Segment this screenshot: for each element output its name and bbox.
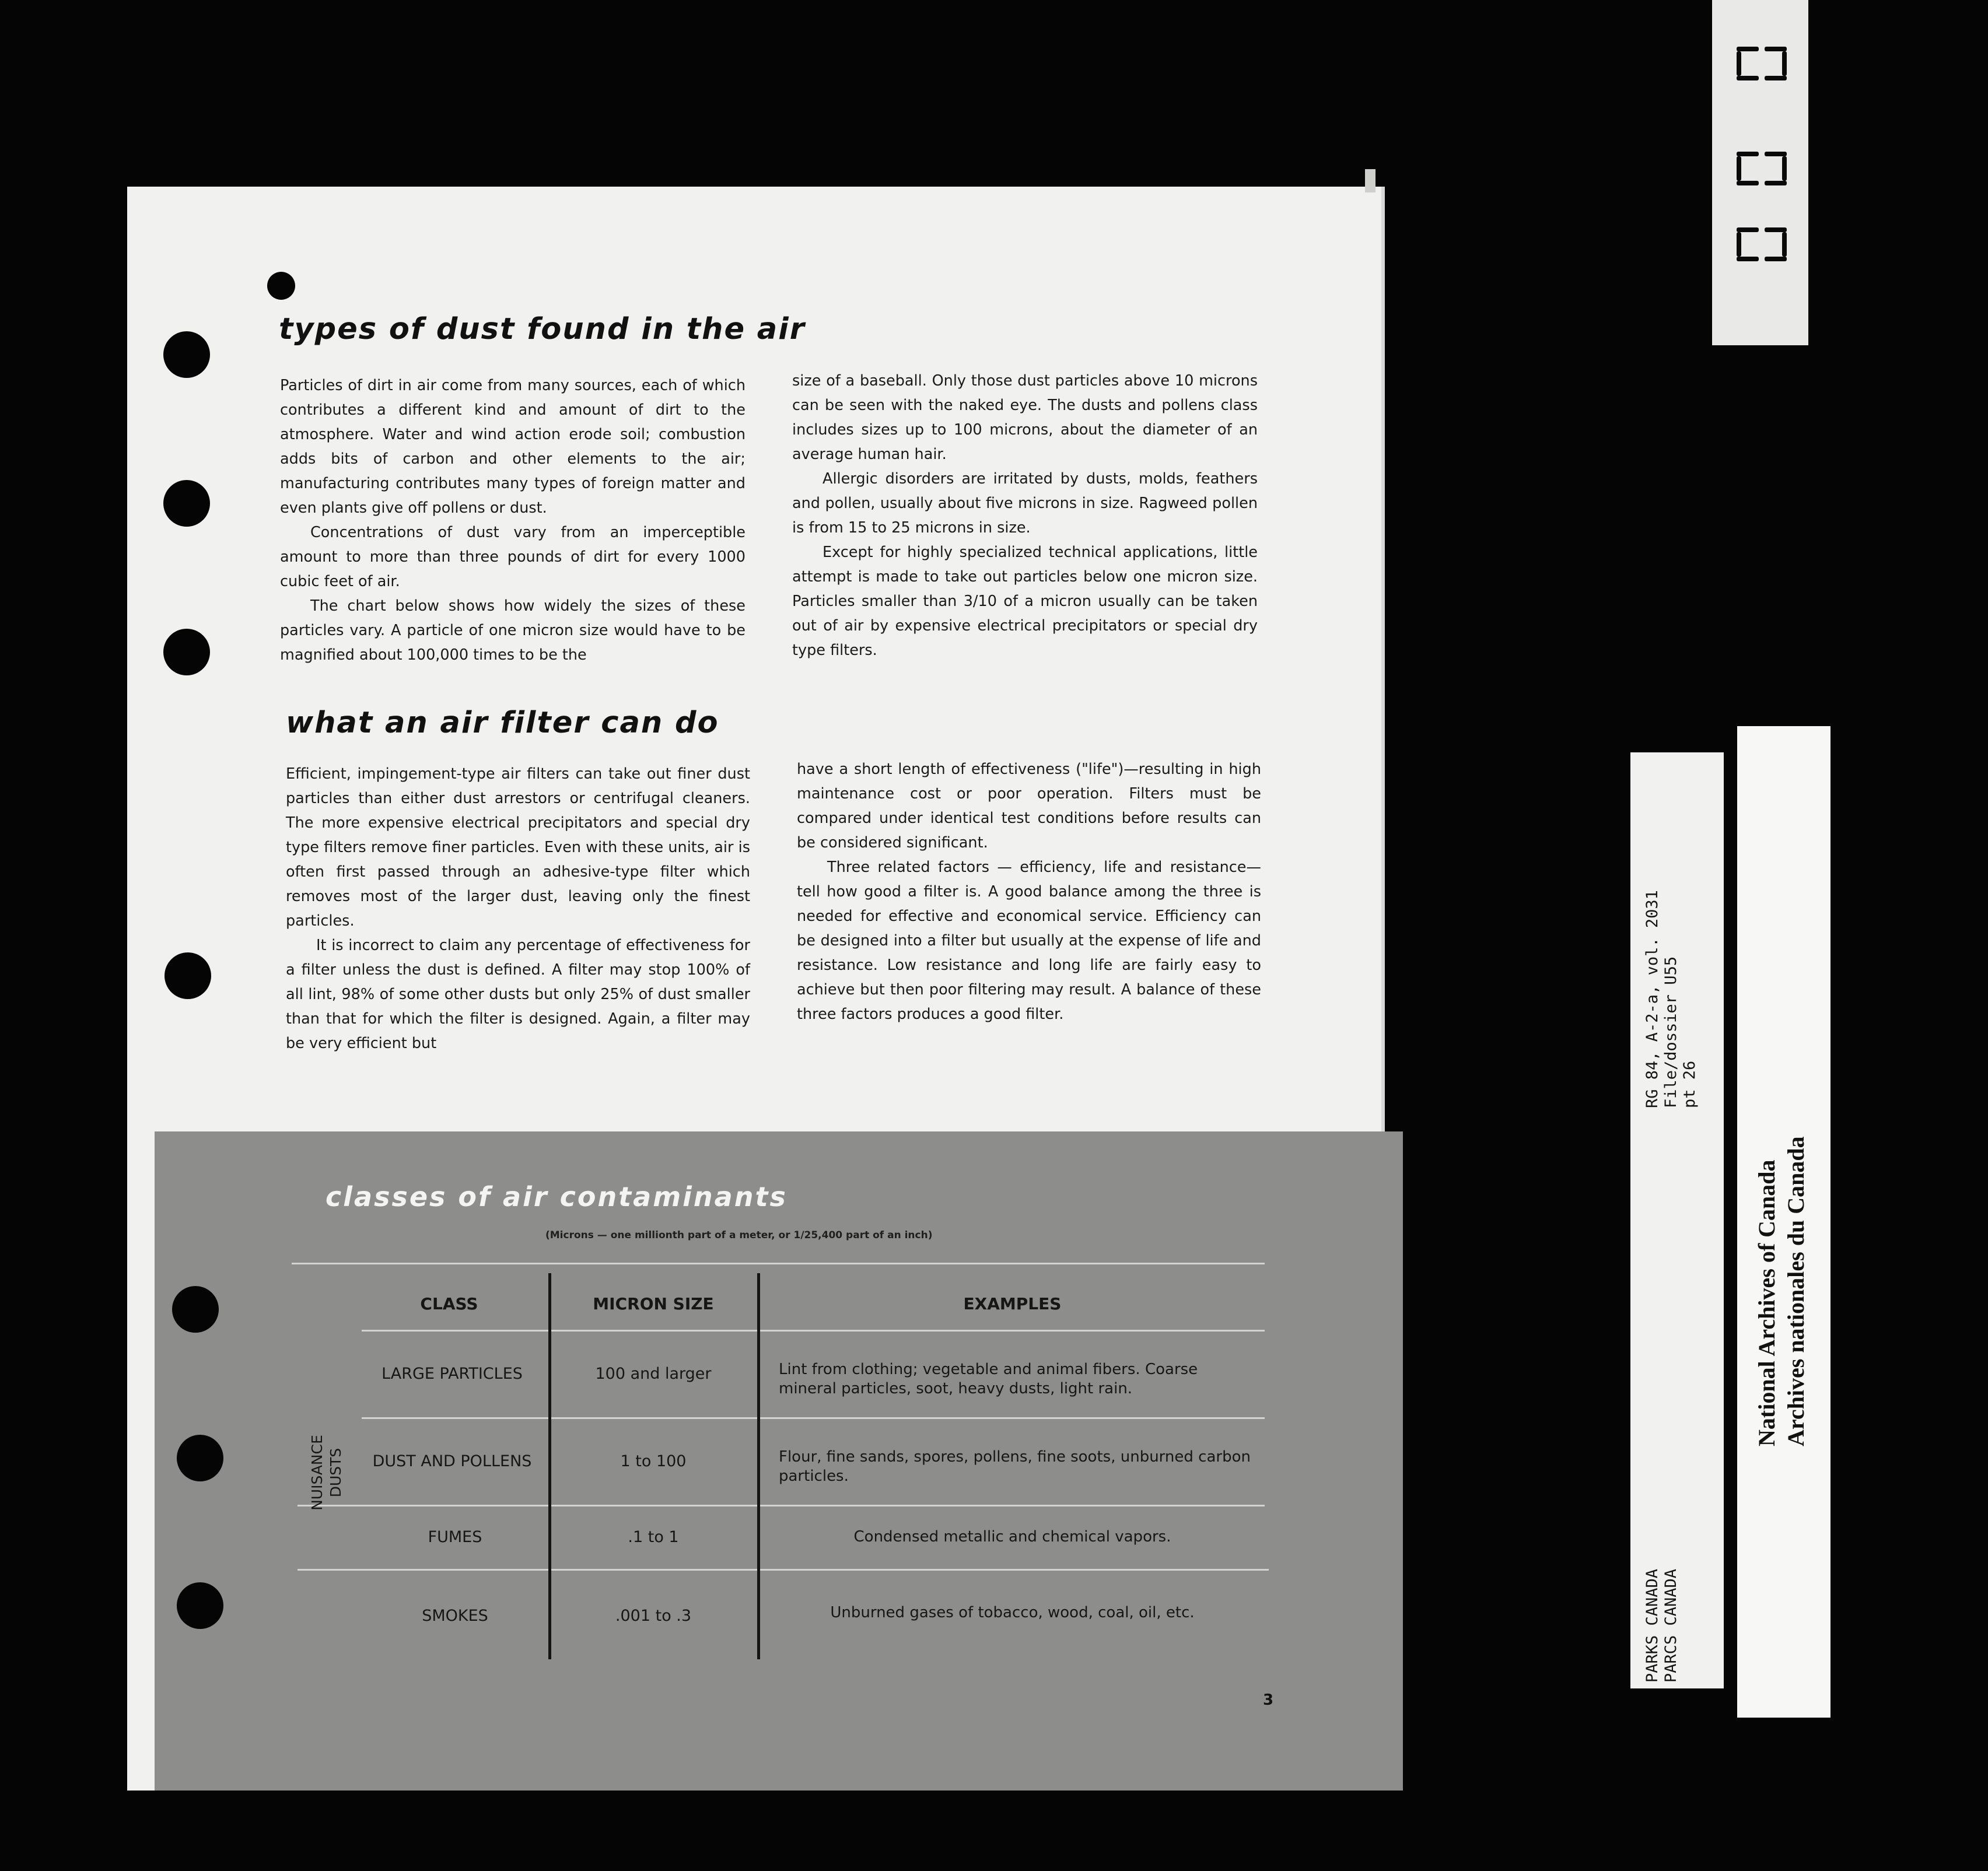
- binder-hole: [177, 1435, 223, 1481]
- table-subtitle: (Microns — one millionth part of a meter, or 1/25,400 part of an inch): [545, 1229, 933, 1241]
- table-cell-class: FUMES: [428, 1527, 482, 1546]
- binder-hole: [172, 1286, 219, 1333]
- agency-text: [1643, 1569, 1681, 1683]
- table-cell-class: DUST AND POLLENS: [372, 1452, 532, 1470]
- table-rule: [298, 1569, 1269, 1571]
- reference-line: pt 26: [1681, 1060, 1699, 1108]
- table-cell-size: 100 and larger: [595, 1364, 712, 1383]
- paragraph: The chart below shows how widely the sizes of these particles vary. A particle of one micron size would have to be magnified about 100,000 times to be the: [280, 597, 746, 664]
- section1-left-column: [280, 373, 746, 667]
- section2-right-column: [797, 757, 1261, 1026]
- table-header-examples: EXAMPLES: [963, 1294, 1062, 1313]
- microfilm-frame-counter: [1712, 0, 1808, 345]
- section-heading-air-filter: what an air filter can do: [286, 706, 719, 740]
- table-cell-examples: Flour, fine sands, spores, pollens, fine soots, unburned carbon particles.: [779, 1448, 1251, 1485]
- table-rule: [292, 1263, 1265, 1264]
- table-cell-examples: Lint from clothing; vegetable and animal fibers. Coarse mineral particles, soot, heavy dusts, light rain.: [779, 1361, 1198, 1397]
- table-header-class: CLASS: [420, 1294, 478, 1313]
- frame-digit: [1732, 216, 1790, 271]
- table-cell-size: .1 to 1: [628, 1527, 679, 1546]
- group-label-line: DUSTS: [327, 1448, 344, 1498]
- table-rule: [298, 1505, 1265, 1506]
- binder-hole: [163, 480, 210, 527]
- paragraph: Three related factors — efficiency, life and resistance—tell how good a filter is. A good balance among the three is needed for effective and economical service. Efficiency can be designed into a filter but usually at the expense of life and resistance. Low resistance and long life are fairly easy to achieve but then poor filtering may result. A balance of these three factors produces a good filter.: [797, 859, 1261, 1023]
- paragraph: It is incorrect to claim any percentage of effectiveness for a filter unless the dust is defined. A filter may stop 100% of all lint, 98% of some other dusts but only 25% of dust smaller than that for which the filter is designed. Again, a filter may be very efficient but: [286, 937, 750, 1052]
- paragraph: Except for highly specialized technical applications, little attempt is made to take out particles below one micron size. Particles smaller than 3/10 of a micron usually can be taken out of air by expensive electrical precipitators or special dry type filters.: [792, 544, 1258, 659]
- paragraph: Allergic disorders are irritated by dusts, molds, feathers and pollen, usually about five microns in size. Ragweed pollen is from 15 to 25 microns in size.: [792, 470, 1258, 537]
- group-label-line: NUISANCE: [309, 1435, 326, 1511]
- table-cell-size: .001 to .3: [615, 1606, 692, 1625]
- section-heading-dust-types: types of dust found in the air: [279, 312, 806, 346]
- frame-digit: [1732, 35, 1790, 90]
- paragraph: Efficient, impingement-type air filters can take out finer dust particles than either dust arrestors or centrifugal cleaners. The more expensive electrical precipitators and special dry type filters remove finer particles. Even with these units, air is often first passed through an adhesive-type filter which removes most of the larger dust, leaving only the finest particles.: [286, 765, 750, 930]
- binder-hole: [177, 1582, 223, 1629]
- binder-hole: [163, 629, 210, 675]
- reference-text: [1643, 890, 1699, 1108]
- agency-line: PARKS CANADA: [1643, 1568, 1661, 1683]
- section2-left-column: [286, 762, 750, 1056]
- paragraph: have a short length of effectiveness ("life")—resulting in high maintenance cost or poor operation. Filters must be compared under identical test conditions before results can be considered significant.: [797, 761, 1261, 852]
- archive-reference-strip: [1630, 752, 1724, 1688]
- agency-line: PARCS CANADA: [1662, 1568, 1680, 1683]
- table-cell-examples: Unburned gases of tobacco, wood, coal, oil, etc.: [830, 1604, 1195, 1621]
- table-cell-class: SMOKES: [422, 1606, 488, 1625]
- archives-line: National Archives of Canada: [1754, 1159, 1780, 1446]
- paragraph: size of a baseball. Only those dust particles above 10 microns can be seen with the naked eye. The dusts and pollens class includes sizes up to 100 microns, about the diameter of an average human hair.: [792, 372, 1258, 463]
- page-edge: [1365, 169, 1376, 192]
- binder-hole: [163, 331, 210, 378]
- section1-right-column: [792, 369, 1258, 663]
- archives-line: Archives nationales du Canada: [1783, 1136, 1809, 1446]
- table-title: classes of air contaminants: [326, 1181, 788, 1213]
- binder-hole: [164, 952, 211, 999]
- table-cell-class: LARGE PARTICLES: [382, 1364, 523, 1383]
- national-archives-strip: [1737, 726, 1831, 1718]
- reference-line: RG 84, A-2-a, vol. 2031: [1643, 890, 1661, 1108]
- paragraph: Particles of dirt in air come from many sources, each of which contributes a different kind and amount of dirt to the atmosphere. Water and wind action erode soil; combustion adds bits of carbon and other elements to the air; manufacturing contributes many types of foreign matter and even plants give off pollens or dust.: [280, 377, 746, 517]
- table-cell-size: 1 to 100: [620, 1452, 687, 1470]
- table-header-micron-size: MICRON SIZE: [593, 1294, 714, 1313]
- page-number: 3: [1263, 1691, 1274, 1709]
- archives-text: [1752, 1136, 1811, 1446]
- table-cell-examples: Condensed metallic and chemical vapors.: [853, 1528, 1171, 1546]
- binder-hole-small: [267, 272, 295, 300]
- reference-line: File/dossier U55: [1662, 956, 1680, 1108]
- table-rule: [362, 1330, 1265, 1332]
- paragraph: Concentrations of dust vary from an imperceptible amount to more than three pounds of dirt for every 1000 cubic feet of air.: [280, 524, 746, 590]
- table-rule: [362, 1417, 1265, 1419]
- frame-digit: [1732, 140, 1790, 195]
- nuisance-dusts-label: [280, 1426, 373, 1519]
